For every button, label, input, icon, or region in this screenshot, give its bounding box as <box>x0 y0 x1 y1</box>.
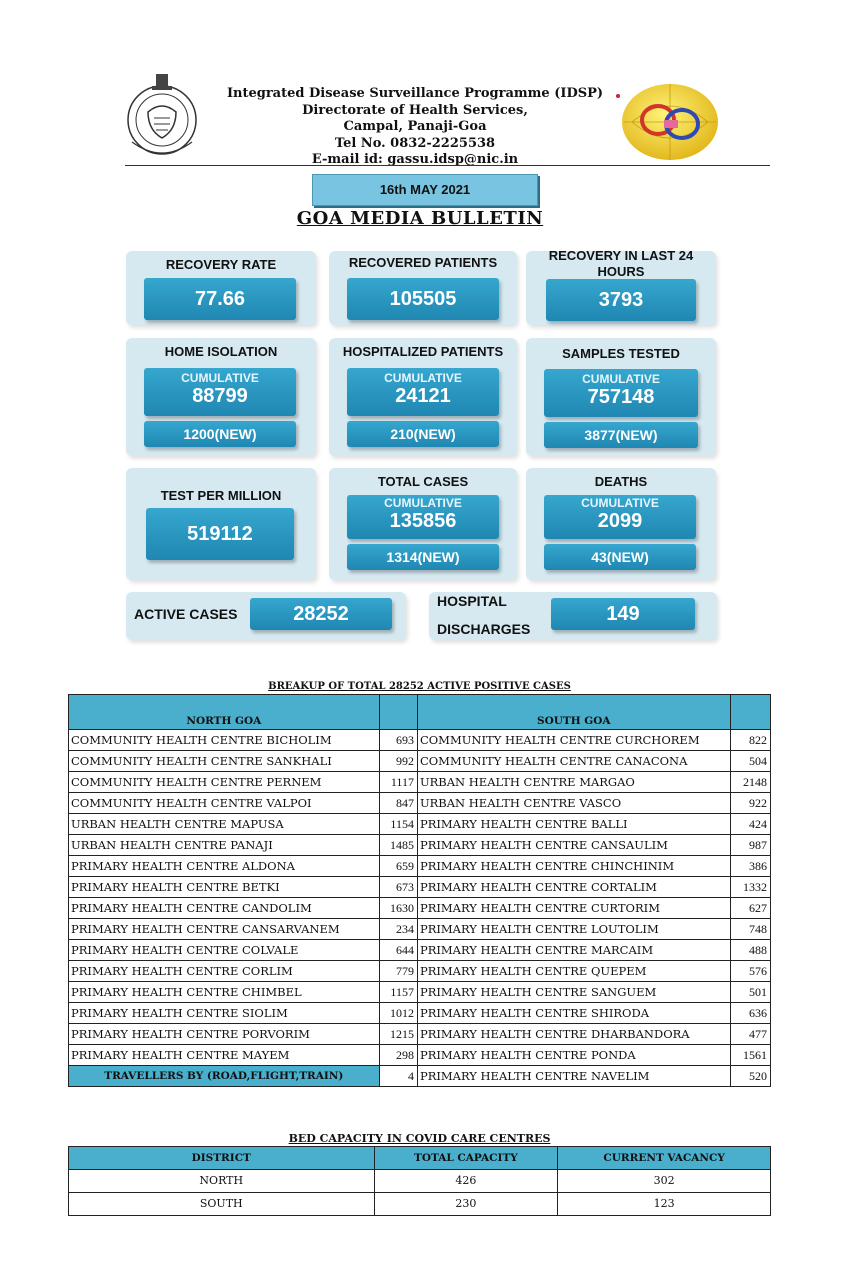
card-title: TEST PER MILLION <box>160 488 282 503</box>
total-cases-new: 1314(NEW) <box>347 544 499 570</box>
north-centre-cell: PRIMARY HEALTH CENTRE PORVORIM <box>69 1024 380 1045</box>
south-count-header <box>730 695 770 730</box>
north-count-cell: 4 <box>379 1066 417 1087</box>
header-line-email: E-mail id: gassu.idsp@nic.in <box>311 152 519 167</box>
card-hospital-discharges <box>429 592 717 640</box>
south-centre-cell: URBAN HEALTH CENTRE MARGAO <box>417 772 730 793</box>
cumulative-label: CUMULATIVE <box>384 496 462 510</box>
north-count-cell: 1215 <box>379 1024 417 1045</box>
card-title: RECOVERY RATE <box>165 257 277 272</box>
north-centre-cell: URBAN HEALTH CENTRE MAPUSA <box>69 814 380 835</box>
recovery-24h-value: 3793 <box>546 279 696 321</box>
south-centre-cell: PRIMARY HEALTH CENTRE DHARBANDORA <box>417 1024 730 1045</box>
header-line-programme: Integrated Disease Surveillance Programme (IDSP) <box>226 86 604 101</box>
north-centre-cell: COMMUNITY HEALTH CENTRE SANKHALI <box>69 751 380 772</box>
north-count-cell: 992 <box>379 751 417 772</box>
home-isolation-new: 1200(NEW) <box>144 421 296 447</box>
south-count-cell: 748 <box>730 919 770 940</box>
table-row <box>69 919 771 940</box>
header-line-phone: Tel No. 0832-2225538 <box>334 135 496 151</box>
south-centre-cell: URBAN HEALTH CENTRE VASCO <box>417 793 730 814</box>
cumulative-value: 757148 <box>587 386 655 408</box>
test-per-million-value: 519112 <box>146 508 294 560</box>
table-row <box>69 856 771 877</box>
north-count-cell: 298 <box>379 1045 417 1066</box>
breakup-caption: BREAKUP OF TOTAL 28252 ACTIVE POSITIVE CASES <box>268 681 571 692</box>
hospitalized-cumulative <box>347 368 499 416</box>
card-recovered-patients <box>329 251 517 325</box>
hospital-discharges-label-line2: DISCHARGES <box>437 621 531 637</box>
north-centre-cell: PRIMARY HEALTH CENTRE MAYEM <box>69 1045 380 1066</box>
south-count-cell: 627 <box>730 898 770 919</box>
south-centre-cell: COMMUNITY HEALTH CENTRE CURCHOREM <box>417 730 730 751</box>
bed-row-south <box>69 1193 771 1216</box>
north-count-cell: 693 <box>379 730 417 751</box>
total-cases-cumulative <box>347 495 499 539</box>
hospitalized-new: 210(NEW) <box>347 421 499 447</box>
north-centre-cell: COMMUNITY HEALTH CENTRE PERNEM <box>69 772 380 793</box>
table-row <box>69 730 771 751</box>
samples-tested-new: 3877(NEW) <box>544 422 698 448</box>
south-count-cell: 1561 <box>730 1045 770 1066</box>
cumulative-value: 2099 <box>597 510 643 532</box>
table-row <box>69 877 771 898</box>
south-centre-cell: PRIMARY HEALTH CENTRE NAVELIM <box>417 1066 730 1087</box>
card-hospitalized <box>329 338 517 456</box>
cumulative-label: CUMULATIVE <box>384 371 462 385</box>
table-row <box>69 1066 771 1087</box>
government-of-goa-emblem-icon <box>118 72 206 164</box>
table-row <box>69 898 771 919</box>
district-cell: NORTH <box>69 1170 375 1193</box>
breakup-table <box>68 694 771 1087</box>
north-count-cell: 644 <box>379 940 417 961</box>
north-count-cell: 1485 <box>379 835 417 856</box>
north-centre-cell: PRIMARY HEALTH CENTRE CANSARVANEM <box>69 919 380 940</box>
north-centre-cell: URBAN HEALTH CENTRE PANAJI <box>69 835 380 856</box>
header-line-directorate: Directorate of Health Services, <box>302 102 528 118</box>
table-row <box>69 751 771 772</box>
north-count-cell: 779 <box>379 961 417 982</box>
north-centre-cell: PRIMARY HEALTH CENTRE SIOLIM <box>69 1003 380 1024</box>
recovery-rate-value: 77.66 <box>144 278 296 320</box>
card-title: HOSPITALIZED PATIENTS <box>342 344 504 359</box>
deaths-cumulative <box>544 495 696 539</box>
south-centre-cell: PRIMARY HEALTH CENTRE QUEPEM <box>417 961 730 982</box>
deaths-new: 43(NEW) <box>544 544 696 570</box>
north-centre-cell: COMMUNITY HEALTH CENTRE VALPOI <box>69 793 380 814</box>
cumulative-value: 88799 <box>192 385 248 407</box>
total-capacity-cell: 426 <box>374 1170 558 1193</box>
south-goa-header: SOUTH GOA <box>417 695 730 730</box>
south-centre-cell: PRIMARY HEALTH CENTRE CHINCHINIM <box>417 856 730 877</box>
south-centre-cell: PRIMARY HEALTH CENTRE SHIRODA <box>417 1003 730 1024</box>
table-row <box>69 1045 771 1066</box>
bed-capacity-caption: BED CAPACITY IN COVID CARE CENTRES <box>288 1132 551 1145</box>
table-row <box>69 940 771 961</box>
total-capacity-cell: 230 <box>374 1193 558 1216</box>
north-centre-cell: PRIMARY HEALTH CENTRE CORLIM <box>69 961 380 982</box>
south-count-cell: 501 <box>730 982 770 1003</box>
south-count-cell: 987 <box>730 835 770 856</box>
home-isolation-cumulative <box>144 368 296 416</box>
table-row <box>69 814 771 835</box>
hospital-discharges-value: 149 <box>551 598 695 630</box>
bed-header-row <box>69 1147 771 1170</box>
north-count-cell: 1157 <box>379 982 417 1003</box>
cumulative-label: CUMULATIVE <box>581 496 659 510</box>
card-title: HOME ISOLATION <box>164 344 278 359</box>
north-centre-cell: TRAVELLERS BY (ROAD,FLIGHT,TRAIN) <box>69 1066 380 1087</box>
north-count-cell: 1630 <box>379 898 417 919</box>
north-count-header <box>379 695 417 730</box>
hospital-discharges-label <box>437 594 530 636</box>
north-centre-cell: PRIMARY HEALTH CENTRE ALDONA <box>69 856 380 877</box>
south-centre-cell: COMMUNITY HEALTH CENTRE CANACONA <box>417 751 730 772</box>
south-count-cell: 504 <box>730 751 770 772</box>
north-centre-cell: COMMUNITY HEALTH CENTRE BICHOLIM <box>69 730 380 751</box>
south-count-cell: 477 <box>730 1024 770 1045</box>
card-samples-tested <box>526 338 716 456</box>
bed-capacity-table <box>68 1146 771 1216</box>
card-deaths <box>526 468 716 580</box>
south-centre-cell: PRIMARY HEALTH CENTRE CURTORIM <box>417 898 730 919</box>
card-test-per-million <box>126 468 316 580</box>
active-cases-value: 28252 <box>250 598 392 630</box>
south-count-cell: 520 <box>730 1066 770 1087</box>
breakup-body <box>69 730 771 1087</box>
district-header: DISTRICT <box>69 1147 375 1170</box>
hospital-discharges-label-line1: HOSPITAL <box>437 593 507 609</box>
cumulative-value: 24121 <box>395 385 451 407</box>
south-centre-cell: PRIMARY HEALTH CENTRE PONDA <box>417 1045 730 1066</box>
north-count-cell: 847 <box>379 793 417 814</box>
south-centre-cell: PRIMARY HEALTH CENTRE BALLI <box>417 814 730 835</box>
bulletin-date: 16th MAY 2021 <box>312 174 538 206</box>
card-title: SAMPLES TESTED <box>562 346 680 361</box>
south-count-cell: 2148 <box>730 772 770 793</box>
card-title: RECOVERY IN LAST 24 HOURS <box>548 248 694 279</box>
table-row <box>69 982 771 1003</box>
card-total-cases <box>329 468 517 580</box>
north-count-cell: 1154 <box>379 814 417 835</box>
table-row <box>69 835 771 856</box>
cumulative-label: CUMULATIVE <box>582 372 660 386</box>
total-capacity-header: TOTAL CAPACITY <box>374 1147 558 1170</box>
card-recovery-24h <box>526 248 716 325</box>
breakup-header-row <box>69 695 771 730</box>
cumulative-value: 135856 <box>389 510 457 532</box>
card-title: TOTAL CASES <box>377 474 469 489</box>
idsp-logo-icon <box>612 80 722 162</box>
south-count-cell: 636 <box>730 1003 770 1024</box>
header-block <box>220 86 610 169</box>
current-vacancy-header: CURRENT VACANCY <box>558 1147 771 1170</box>
south-centre-cell: PRIMARY HEALTH CENTRE SANGUEM <box>417 982 730 1003</box>
card-active-cases <box>126 592 406 640</box>
table-row <box>69 1024 771 1045</box>
south-count-cell: 424 <box>730 814 770 835</box>
current-vacancy-cell: 302 <box>558 1170 771 1193</box>
card-title: DEATHS <box>594 474 648 489</box>
samples-tested-cumulative <box>544 369 698 417</box>
district-cell: SOUTH <box>69 1193 375 1216</box>
cumulative-label: CUMULATIVE <box>181 371 259 385</box>
card-recovery-rate <box>126 251 316 325</box>
south-count-cell: 488 <box>730 940 770 961</box>
header-divider <box>125 165 770 166</box>
south-count-cell: 922 <box>730 793 770 814</box>
recovered-patients-value: 105505 <box>347 278 499 320</box>
north-centre-cell: PRIMARY HEALTH CENTRE BETKI <box>69 877 380 898</box>
north-count-cell: 673 <box>379 877 417 898</box>
table-row <box>69 772 771 793</box>
table-row <box>69 793 771 814</box>
card-home-isolation <box>126 338 316 456</box>
north-centre-cell: PRIMARY HEALTH CENTRE COLVALE <box>69 940 380 961</box>
table-row <box>69 961 771 982</box>
active-cases-label: ACTIVE CASES <box>134 606 238 622</box>
north-centre-cell: PRIMARY HEALTH CENTRE CANDOLIM <box>69 898 380 919</box>
north-count-cell: 234 <box>379 919 417 940</box>
north-centre-cell: PRIMARY HEALTH CENTRE CHIMBEL <box>69 982 380 1003</box>
south-count-cell: 576 <box>730 961 770 982</box>
south-count-cell: 822 <box>730 730 770 751</box>
south-centre-cell: PRIMARY HEALTH CENTRE CANSAULIM <box>417 835 730 856</box>
bed-row-north <box>69 1170 771 1193</box>
south-count-cell: 386 <box>730 856 770 877</box>
south-count-cell: 1332 <box>730 877 770 898</box>
north-count-cell: 659 <box>379 856 417 877</box>
table-row <box>69 1003 771 1024</box>
south-centre-cell: PRIMARY HEALTH CENTRE LOUTOLIM <box>417 919 730 940</box>
north-count-cell: 1117 <box>379 772 417 793</box>
header-line-address: Campal, Panaji-Goa <box>343 119 487 134</box>
card-title: RECOVERED PATIENTS <box>348 255 498 270</box>
north-goa-header: NORTH GOA <box>69 695 380 730</box>
south-centre-cell: PRIMARY HEALTH CENTRE MARCAIM <box>417 940 730 961</box>
south-centre-cell: PRIMARY HEALTH CENTRE CORTALIM <box>417 877 730 898</box>
bulletin-title: GOA MEDIA BULLETIN <box>296 208 544 229</box>
current-vacancy-cell: 123 <box>558 1193 771 1216</box>
north-count-cell: 1012 <box>379 1003 417 1024</box>
